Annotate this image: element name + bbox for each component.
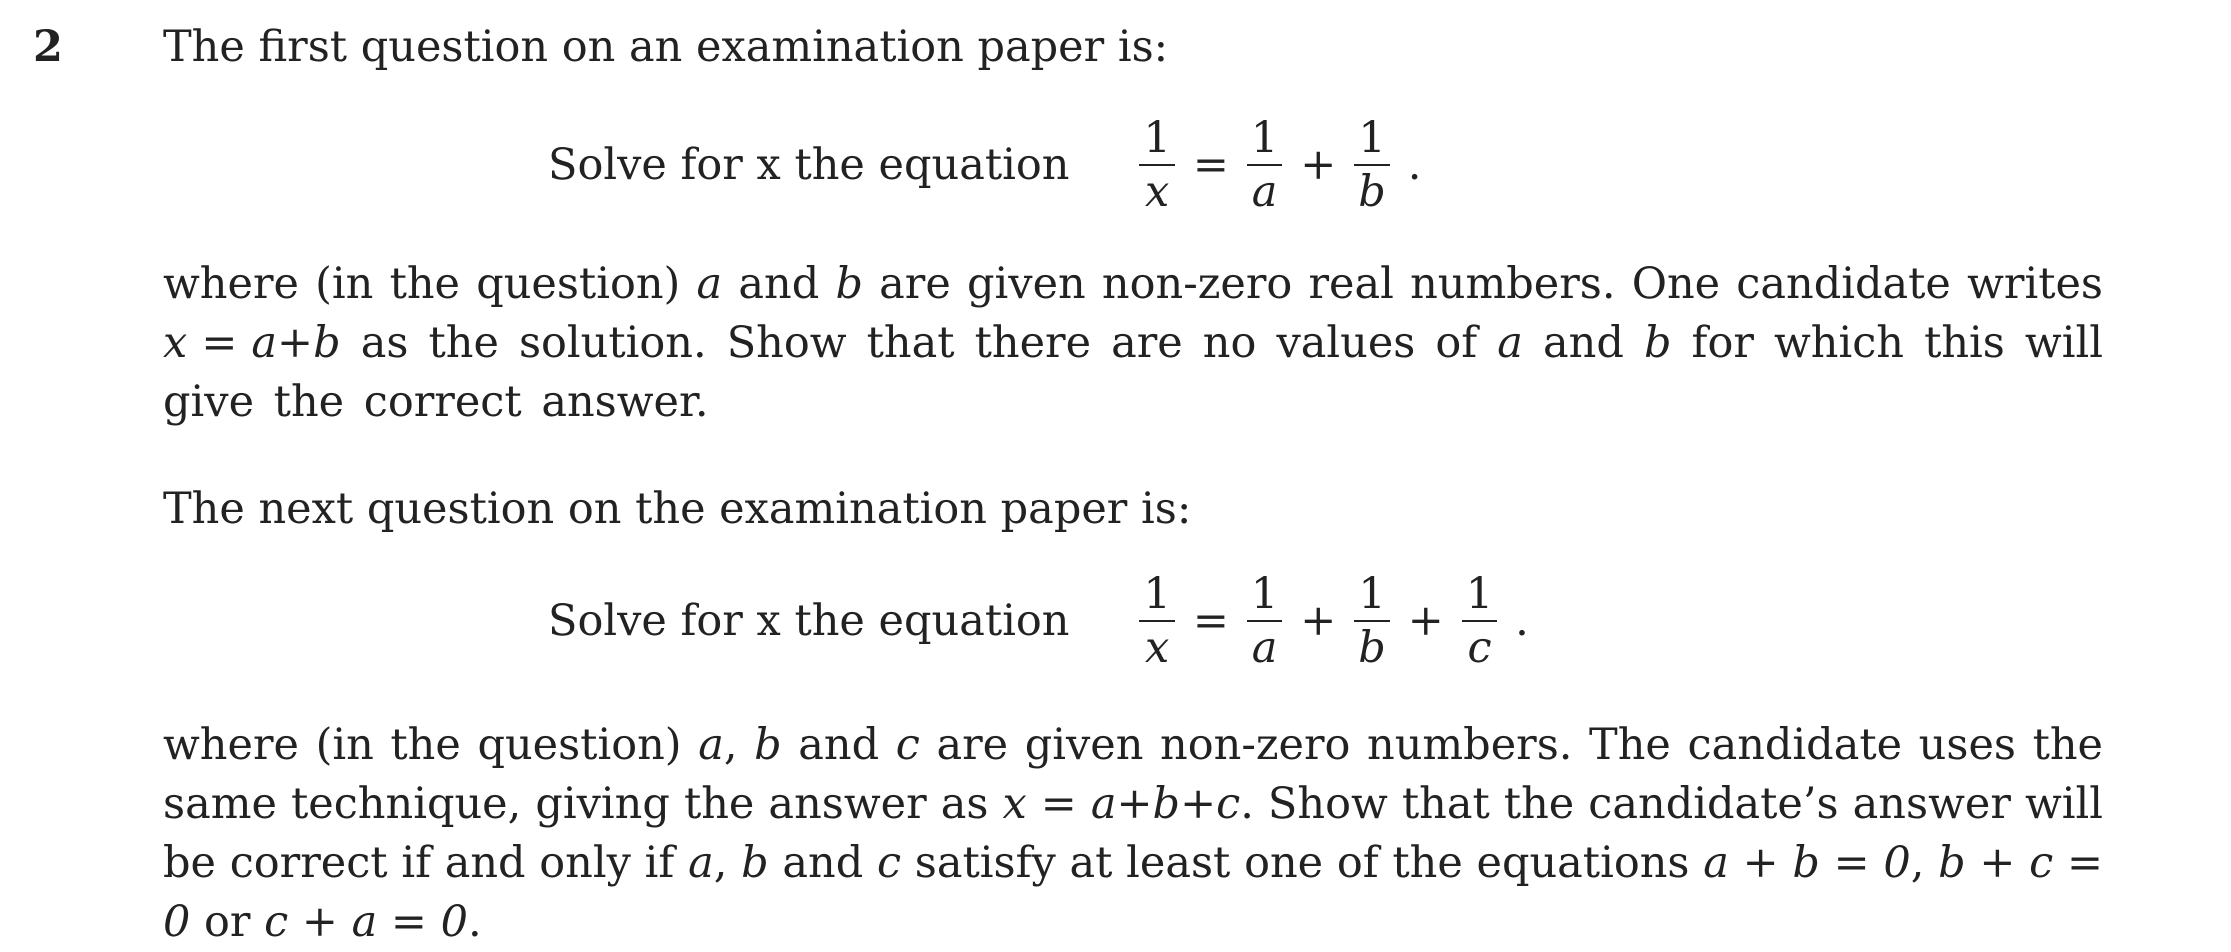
plus-sign: + xyxy=(1407,596,1444,646)
fraction-lhs: $\frac{1}{x}$ xyxy=(1139,568,1174,674)
plus-sign: + xyxy=(1300,140,1337,190)
equals-sign: = xyxy=(1192,596,1229,646)
display-equation-1 xyxy=(548,112,1421,218)
display-lead-text: Solve for x the equation xyxy=(548,596,1070,646)
paragraph-first-question: where (in the question) a and b are given non-zero real numbers. One candidate writes x = a+b as the solution. Show that there are no values of a and b for which this will give the correct answer. xyxy=(163,259,2103,427)
fraction-term-2: $\frac{1}{b}$ xyxy=(1354,568,1390,674)
question-number: 2 xyxy=(33,22,63,72)
fraction-lhs: $\frac{1}{x}$ xyxy=(1139,112,1174,218)
period: . xyxy=(1407,140,1422,190)
period: . xyxy=(1515,596,1529,646)
intro-paragraph-2: The next question on the examination paper is: xyxy=(163,484,1192,534)
plus-sign: + xyxy=(1300,596,1337,646)
fraction-term-1: $\frac{1}{a}$ xyxy=(1247,568,1282,674)
intro-paragraph-1: The first question on an examination paper is: xyxy=(163,22,1169,72)
fraction-term-3: $\frac{1}{c}$ xyxy=(1462,568,1497,674)
fraction-term-2: $\frac{1}{b}$ xyxy=(1354,112,1390,218)
fraction-term-1: $\frac{1}{a}$ xyxy=(1247,112,1282,218)
equals-sign: = xyxy=(1192,140,1229,190)
display-equation-2 xyxy=(548,568,1529,674)
paragraph-second-question: where (in the question) a, b and c are given non-zero numbers. The candidate uses the same technique, giving the answer as x = a+b+c. Show that the candidate’s answer will be correct if and only if a, b and c satisfy at least one of the equations a + b = 0, b + c = 0 or c + a = 0. xyxy=(163,720,2104,947)
display-lead-text: Solve for x the equation xyxy=(548,140,1070,190)
